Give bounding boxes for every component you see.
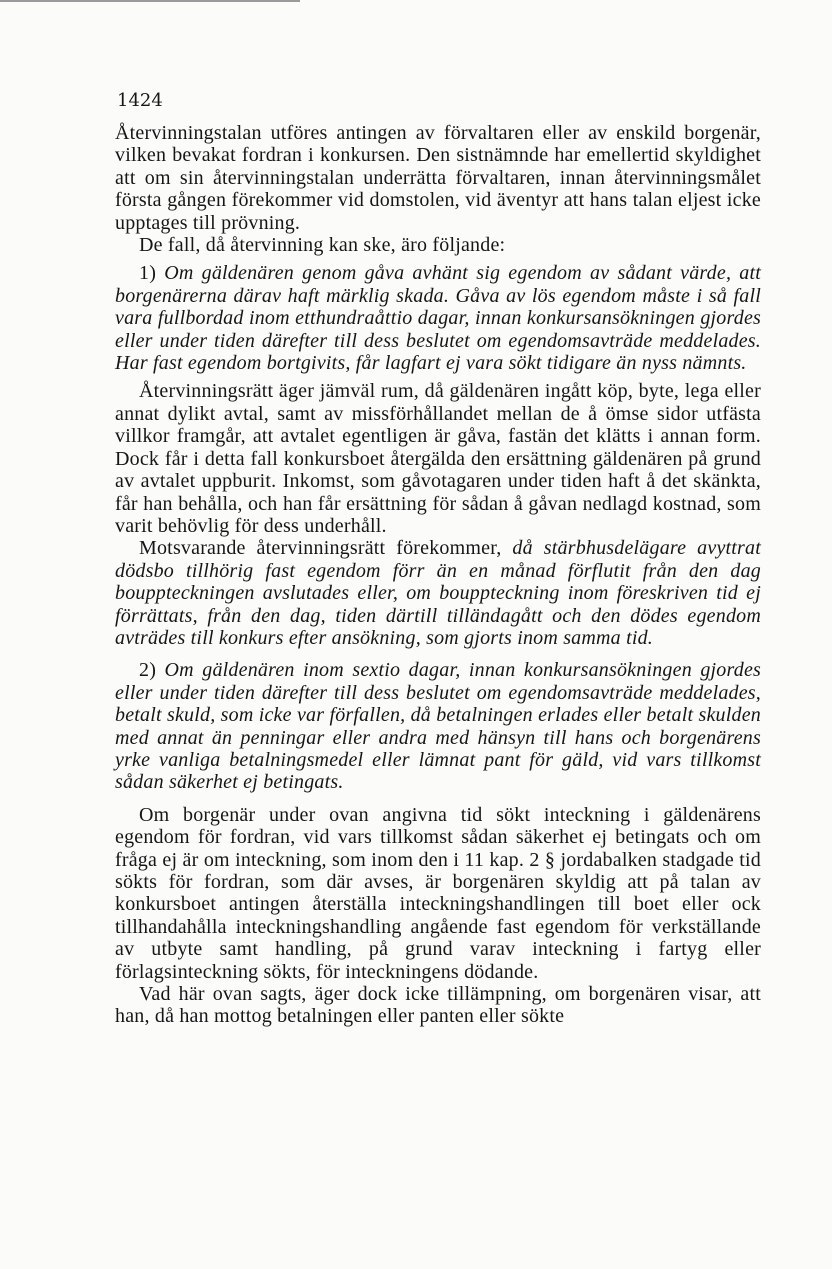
paragraph-7 [115, 804, 761, 983]
paragraph-7-text: Om borgenär under ovan angivna tid sökt inteckning i gäldenärens egendom för fordran, vid vars tillkomst sådan säkerhet ej betingats och om fråga ej är om inteckning, som inom den i 11 kap. 2 § jordabalken stadgade tid sökts för fordran, som där avses, är borgenären skyldig att på talan av konkursboet antingen återställa inteckningshandlingen till boet eller ock tillhandahålla inteckningshandling angående fast egendom för verkställande av utbyte samt handling, på grund varav inteckning i fartyg eller förlagsinteckning sökts, för inteckningens dödande. [115, 803, 761, 983]
paragraph-6-italic: Om gäldenären inom sextio dagar, innan konkursansökningen gjordes eller under tiden därefter till dess beslutet om egendomsavträde meddelades, betalt skuld, som icke var förfallen, då betalningen erlades eller betalt skulden med annat än penningar eller andra med hänsyn till hans och borgenärens yrke vanliga betalningsmedel eller lämnat pant för gäld, vid vars tillkomst sådan säkerhet ej betingats. [115, 659, 762, 794]
paragraph-2-text: De fall, då återvinning kan ske, äro följande: [139, 234, 506, 257]
paragraph-3-italic: Om gäldenären genom gåva avhänt sig egendom av sådant värde, att borgenärerna därav haft märklig skada. Gåva av lös egendom måste i så fall vara fullbordad inom etthundraåttio dagar, innan konkursansökningen gjordes eller under tiden därefter till dess beslutet om egendomsavträde meddelades. Har fast egendom bortgivits, får lagfart ej vara sökt tidigare än nyss nämnts. [115, 262, 761, 375]
scan-edge-rule [0, 0, 300, 2]
paragraph-2 [115, 234, 761, 256]
paragraph-6-number: 2) [139, 659, 165, 682]
paragraph-3-number: 1) [139, 262, 165, 285]
paragraph-3 [115, 262, 761, 374]
paragraph-5-text: Motsvarande återvinningsrätt förekommer, [139, 537, 513, 560]
page-number: 1424 [117, 90, 163, 111]
paragraph-4-text: Återvinningsrätt äger jämväl rum, då gäldenären ingått köp, byte, lega eller annat dylikt avtal, samt av missförhållandet mellan de å ömse sidor utfästa villkor framgår, att avtalet egentligen är gåva, fastän det klätts i annan form. Dock får i detta fall konkursboet återgälda den ersättning gäldenären på grund av avtalet uppburit. Inkomst, som gåvotagaren under tiden haft å det skänkta, får han behålla, och han får ersättning för sådan å gåvan nedlagd kostnad, som varit behövlig för dess underhåll. [115, 380, 761, 537]
paragraph-1 [115, 122, 761, 234]
paragraph-8 [115, 983, 761, 1028]
paragraph-8-text: Vad här ovan sagts, äger dock icke tillämpning, om borgenären visar, att han, då han mottog betalningen eller panten eller sökte [115, 983, 761, 1028]
paragraph-4 [115, 380, 761, 537]
paragraph-6 [115, 659, 761, 793]
document-page [115, 90, 761, 1028]
paragraph-5-italic: då stärbhusdelägare avyttrat dödsbo tillhörig fast egendom förr än en månad förflutit från den dag bouppteckningen avslutades eller, om bouppteckning inom föreskriven tid ej förrättats, från den dag, tiden därtill tilländagått och den dödes egendom avträdes till konkurs efter ansökning, som gjorts inom samma tid. [115, 537, 761, 649]
paragraph-1-text: Återvinningstalan utföres antingen av förvaltaren eller av enskild borgenär, vilken bevakat fordran i konkursen. Den sistnämnde har emellertid skyldighet att om sin återvinningstalan underrätta förvaltaren, innan återvinningsmålet första gången förekommer vid domstolen, vid äventyr att hans talan eljest icke upptages till prövning. [115, 122, 761, 234]
paragraph-5 [115, 537, 761, 649]
